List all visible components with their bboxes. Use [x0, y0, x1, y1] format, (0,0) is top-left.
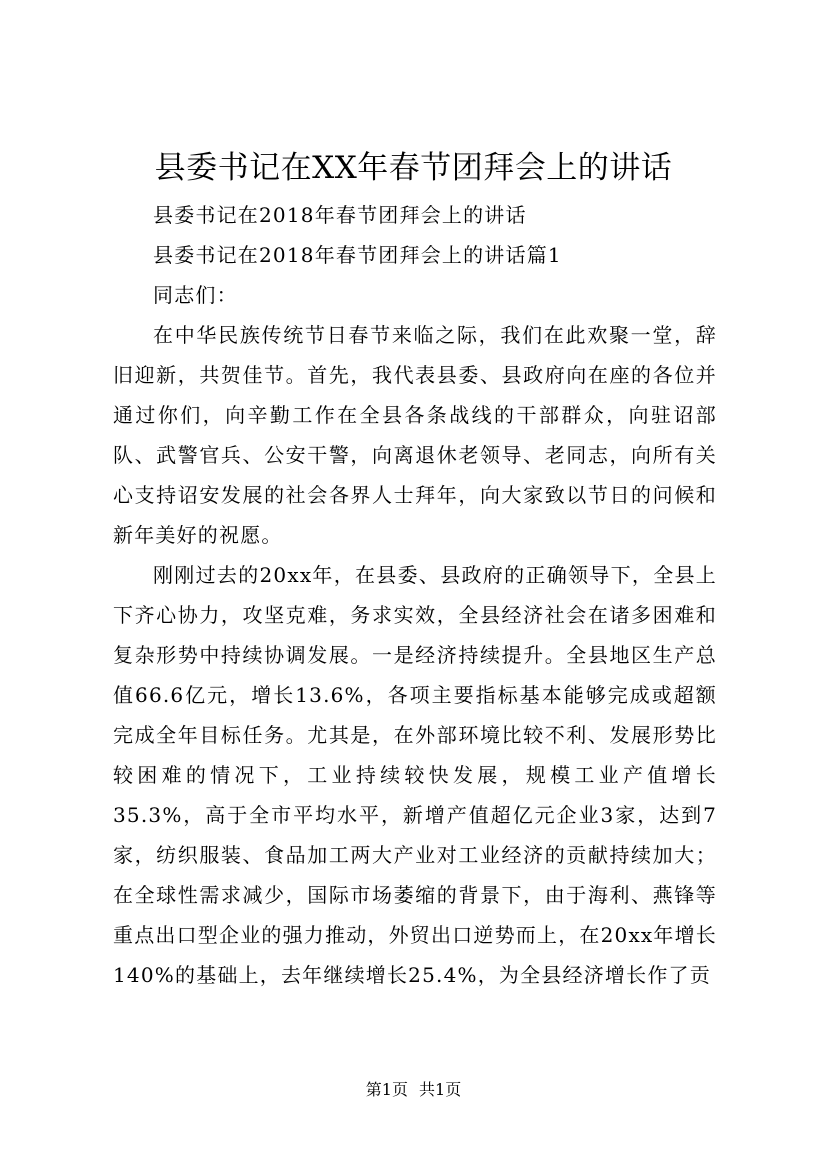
body-paragraph: 在中华民族传统节日春节来临之际，我们在此欢聚一堂，辞旧迎新，共贺佳节。首先，我代表县委、县政府向在座的各位并通过你们，向辛勤工作在全县各条战线的干部群众，向驻诏部队、武警官兵、公安干警，向离退休老领导、老同志，向所有关心支持诏安发展的社会各界人士拜年，向大家致以节日的问候和新年美好的祝愿。: [113, 323, 717, 547]
body-paragraph: 刚刚过去的20xx年，在县委、县政府的正确领导下，全县上下齐心协力，攻坚克难，务求实效，全县经济社会在诸多困难和复杂形势中持续协调发展。一是经济持续提升。全县地区生产总值66.6亿元，增长13.6%，各项主要指标基本能够完成或超额完成全年目标任务。尤其是，在外部环境比较不利、发展形势比较困难的情况下，工业持续较快发展，规模工业产值增长35.3%，高于全市平均水平，新增产值超亿元企业3家，达到7家，纺织服装、食品加工两大产业对工业经济的贡献持续加大；在全球性需求减少，国际市场萎缩的背景下，由于海利、燕锋等重点出口型企业的强力推动，外贸出口逆势而上，在20xx年增长140%的基础上，去年继续增长25.4%，为全县经济增长作了贡: [113, 563, 718, 987]
subtitle-line: 县委书记在2018年春节团拜会上的讲话: [153, 203, 527, 227]
page-footer: [0, 1078, 827, 1102]
salutation: 同志们：: [153, 283, 238, 307]
document-title: 县委书记在XX年春节团拜会上的讲话: [154, 150, 673, 186]
subtitle-line: 县委书记在2018年春节团拜会上的讲话篇1: [153, 243, 562, 267]
page-total: 共1页: [419, 1080, 462, 1099]
page-number: 第1页: [365, 1080, 408, 1099]
document-body: [113, 195, 717, 995]
